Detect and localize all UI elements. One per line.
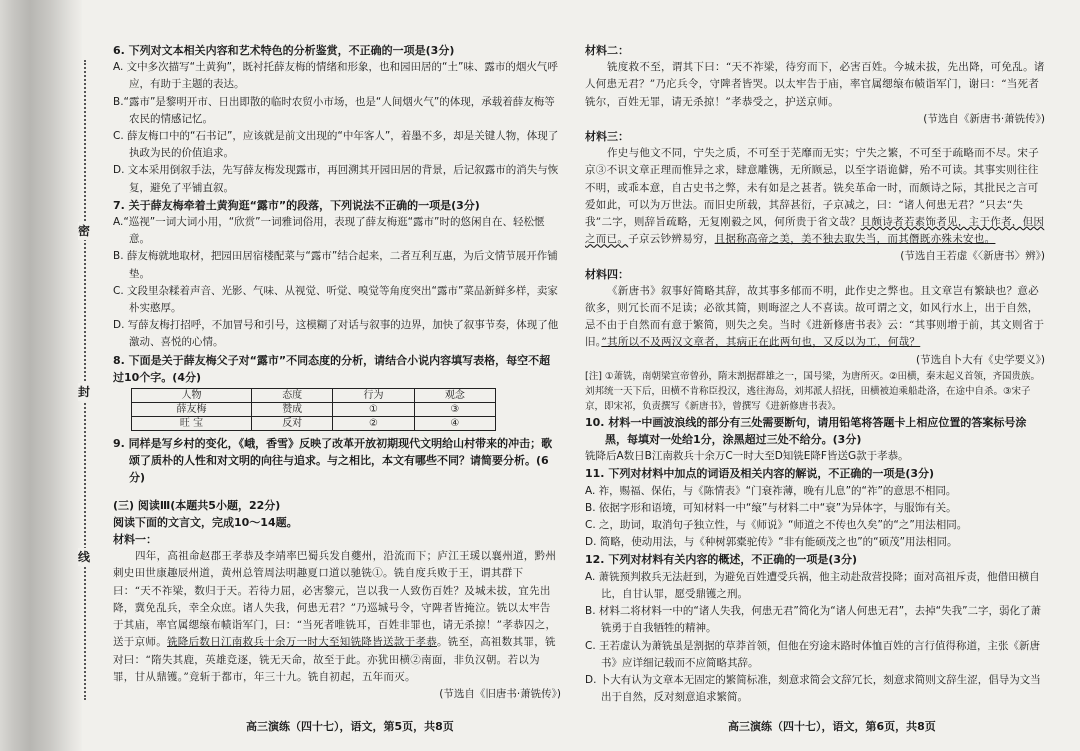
table-cell: ③: [414, 403, 495, 417]
q11-option-c: C. 之，助词，取消句子独立性，与《师说》“师道之不传也久矣”的“之”用法相同。: [585, 519, 968, 532]
table-cell: 赞成: [252, 403, 333, 417]
binding-dotted-line: [84, 60, 86, 700]
q7-option-b: B. 薛友梅就地取材，把园田居宿楼配菜与“露市”结合起来，二者互利互惠，为后文情节展开作铺垫。: [113, 250, 558, 280]
table-cell: ④: [414, 417, 495, 431]
material-1-source: (节选自《旧唐书·萧铣传》): [439, 687, 561, 700]
material-3-wavy-text: 且颇诗者若素饰者见，主于作者，但因之而已。: [585, 216, 1045, 246]
binding-char-mi: 密: [78, 224, 91, 238]
binding-char-xian: 线: [78, 550, 91, 564]
footnote: [注] ①萧铣，南朝梁宣帝曾孙，隋末割据群雄之一，国号梁，为唐所灭。②田横，秦末起义首领，齐国贵族。刘邦统一天下后，田横不肯称臣投汉，逃往海岛，刘邦派人招抚，田横被迫乘船赴洛，在途中自杀。③宋子京，即宋祁，负责撰写《新唐书》，曾撰写《进新修唐书表》。: [585, 370, 1040, 412]
material-1-text: 四年，高祖命赵郡王孝恭及李靖率巴蜀兵发自夔州，沿流而下；庐江王瑗以襄州道，黔州刺史田世康趣辰州道，黄州总管周法明趣夏口道以驰铣①。铣自度兵败于王，谓其群下曰：“天不祚梁，数归于天。若待力屈，必害黎元，岂以我一人致伤百姓？及城未拔，宜先出降，冀免乱兵，幸全众庶。诸人失我，何患无君？”乃巡城号令，守陴者皆掩泣。: [113, 550, 557, 614]
page-footer-right: 高三演练（四十七），语文，第6页，共8页: [728, 720, 936, 733]
q12-stem: 12. 下列对材料有关内容的概述，不正确的一项是(3分): [585, 553, 858, 567]
q6-stem: 6. 下列对文本相关内容和艺术特色的分析鉴赏，不正确的一项是(3分): [113, 44, 455, 57]
q11-stem: 11. 下列对材料中加点的词语及相关内容的解说，不正确的一项是(3分): [585, 467, 935, 481]
q6-option-a: A. 文中多次描写“土黄狗”，既衬托薛友梅的情绪和形象，也和园田居的“土”味、露市的烟火气呼应，有助于主题的表达。: [113, 61, 558, 91]
material-2-source: (节选自《新唐书·萧铣传》): [923, 112, 1045, 125]
page-footer-left: 高三演练（四十七），语文，第5页，共8页: [246, 720, 454, 733]
q7-stem: 7. 关于薛友梅牵着土黄狗逛“露市”的段落，下列说法不正确的一项是(3分): [113, 198, 480, 212]
material-2-title: 材料二：: [585, 44, 629, 57]
q9-stem: 9. 同样是写乡村的变化，《峨，香雪》反映了改革开放初期现代文明给山村带来的冲击；歌颂了质朴的人性和对文明的向往与追求。与之相比，本文有哪些不同？请简要分析。(6分): [113, 437, 553, 485]
table-cell: ①: [333, 403, 414, 417]
q12-option-d: D. 卜大有认为文章本无固定的繁简标准，刻意求简会文辞冗长，刻意求简则文辞生涩，倡导为文当出于自然，反对刻意追求繁简。: [585, 673, 1041, 704]
table-header-cell: 行为: [333, 389, 414, 403]
table-header-cell: 人物: [132, 389, 252, 403]
q11-option-b: B. 依据字形和语境，可知材料一中“缞”与材料二中“衰”为异体字，与服饰有关。: [585, 501, 957, 514]
q11-option-a: A. 祚，赐福、保佑，与《陈情表》“门衰祚薄，晚有儿息”的“祚”的意思不相同。: [585, 484, 957, 497]
material-3-title: 材料三：: [585, 130, 629, 144]
section-heading: (三) 阅读Ⅲ(本题共5小题，22分): [113, 498, 281, 512]
table-row: [132, 417, 496, 431]
material-1-paragraph: [113, 548, 561, 686]
material-1-text: 铣以太牢告于其庙，率官属缌缞布帻诣军门，曰：“当死者唯铣耳，百姓非罪也，请无杀掠！”孝恭囚之，送于京师。: [113, 601, 557, 649]
q10-sentence: 铣降后A数日B江南救兵十余万C一时大至D知铣E降F皆送G款于孝恭。: [585, 450, 909, 463]
material-1-text: 。铣至，高祖数其罪，铣对曰：“隋失其鹿，英雄竞逐，铣无天命，故至于此。亦犹田横②南面，非负汉朝。若以为罪，甘从鼎镬。”竟斩于都市，年三十九。铣自初起，五年而灭。: [113, 636, 556, 683]
q12-option-b: B. 材料二将材料一中的“诸人失我，何患无君”简化为“诸人何患无君”，去掉“失我”二字，弱化了萧铣勇于自我牺牲的精神。: [585, 605, 1042, 635]
material-1-underlined-text: 铣降后数日江南救兵十余万一时大至知铣降皆送款于孝恭: [167, 636, 437, 649]
table-cell: 薛友梅: [132, 403, 252, 417]
material-2-paragraph: 铣度救不至，谓其下曰：“天不祚梁，待穷而下，必害百姓。今城未拔，先出降，可免乱。诸人何患无君？”乃庀兵令，守陴者皆哭。以太牢告于庙，率官属缌缞布帻诣军门，谢曰：“当死者铣尔，百姓无罪，请无杀掠！”孝恭受之，护送京师。: [585, 61, 1045, 108]
material-3-text: 而旧史所载，其辞甚衍，子京减之，曰：“诸人何患无君？”只去“失我”二字，则辞旨疏略，无复刚毅之风，何所贵于省文哉？: [585, 198, 1024, 229]
binding-margin: [0, 0, 82, 751]
left-page: [113, 42, 561, 703]
material-4-title: 材料四：: [585, 267, 629, 281]
right-page: [585, 42, 1045, 706]
q8-table: [131, 388, 496, 431]
q7-option-a: A.“巡视”一词大词小用，“欣赏”一词雅词俗用，表现了薛友梅逛“露市”时的悠闲自在、轻松惬意。: [113, 216, 545, 246]
q6-option-d: D. 文本采用倒叙手法，先写薛友梅发现露市，再回溯其开园田居的背景，后记叙露市的消失与恢复，避免了平铺直叙。: [113, 164, 559, 194]
table-header-cell: 态度: [252, 389, 333, 403]
material-4-text: 《新唐书》叙事好简略其辞，故其事多郁而不明，此作史之弊也。且文章岂有繁缺也？意必欲多，则冗长而不足读；必欲其简，则晦涩之人不喜读。故可谓之文，如风行水上，出于自然，忌不由于自然而有意于繁简，则失之矣。: [585, 284, 1039, 332]
q6-option-b: B.“露市”是黎明开市、日出即散的临时农贸小市场，也是“人间烟火气”的体现，承载着薛友梅等农民的情感记忆。: [113, 95, 555, 125]
q7-option-c: C. 文段里杂糅着声音、光影、气味、从视觉、听觉、嗅觉等角度突出“露市”菜品新鲜多样，卖家朴实憨厚。: [113, 284, 558, 315]
material-3-underlined-text: 且据称高帝之美，美不独去取失当，而其僭既亦殊未安也。: [714, 233, 996, 246]
q10-stem: 10. 材料一中画波浪线的部分有三处需要断句，请用铅笔将答题卡上相应位置的答案标号涂黑，每填对一处给1分，涂黑超过三处不给分。(3分): [585, 415, 1027, 447]
table-cell: 旺 宝: [132, 417, 252, 431]
section-instruction: 阅读下面的文言文，完成10～14题。: [113, 515, 298, 529]
material-4-underlined-text: ”其所以不及两汉文章者，其病正在此两句也，又反以为工，何哉？: [601, 336, 921, 349]
material-1-title: 材料一：: [113, 533, 157, 547]
q7-option-d: D. 写薛友梅打招呼，不加冒号和引号，这模糊了对话与叙事的边界，加快了叙事节奏，体现了他激动、喜悦的心情。: [113, 319, 559, 349]
q6-option-c: C. 薛友梅口中的“石书记”，应该就是前文出现的“中年客人”，着墨不多，却是关键人物，体现了执政为民的价值追求。: [113, 130, 559, 160]
table-cell: ②: [333, 417, 414, 431]
material-4-text: 当时《进新修唐书表》云：“其事则增于前，其文则省于旧。: [585, 319, 1045, 349]
table-header-cell: 观念: [414, 389, 495, 403]
table-row: [132, 403, 496, 417]
q11-option-d: D. 简略，使动用法，与《种树郭橐驼传》“非有能硕茂之也”的“硕茂”用法相同。: [585, 536, 958, 549]
q8-stem: 8. 下面是关于薛友梅父子对“露市”不同态度的分析，请结合小说内容填写表格，每空不超过10个字。(4分): [113, 353, 551, 384]
material-4-paragraph: [585, 283, 1045, 352]
q12-option-a: A. 萧铣预判救兵无法赶到，为避免百姓遭受兵祸，他主动赴敌营投降；面对高祖斥责，他借田横自比，自甘认罪，愿受鼎镬之刑。: [585, 570, 1040, 600]
table-header-row: [132, 389, 496, 403]
material-3-text: 作史与他文不同，宁失之质，不可至于芜靡而无实；宁失之繁，不可至于疏略而不尽。宋子京③不识文章正理而惟异之求，肆意雕镌，无所顾忌，以至字语诡僻，殆不可读。其事实则往往不明，或乖本意，自古史书之弊，未有如是之甚者。铣矣革命一时，而颇诗之际，其批民之言可爱如此，可以为万世法。: [585, 147, 1039, 211]
binding-char-feng: 封: [78, 385, 91, 399]
table-cell: 反对: [252, 417, 333, 431]
material-3-paragraph: [585, 145, 1045, 248]
q12-option-c: C. 王若虚认为萧铣虽是割据的草莽首领，但他在穷途末路时体恤百姓的言行值得称道，主张《新唐书》应详细记载而不应简略其辞。: [585, 639, 1041, 669]
material-3-text: 子京云钞辨易穷，: [628, 233, 715, 246]
material-4-source: (节选自卜大有《史学要义》): [916, 353, 1045, 366]
material-3-source: (节选自王若虚《〈新唐书〉辨》): [900, 250, 1045, 263]
